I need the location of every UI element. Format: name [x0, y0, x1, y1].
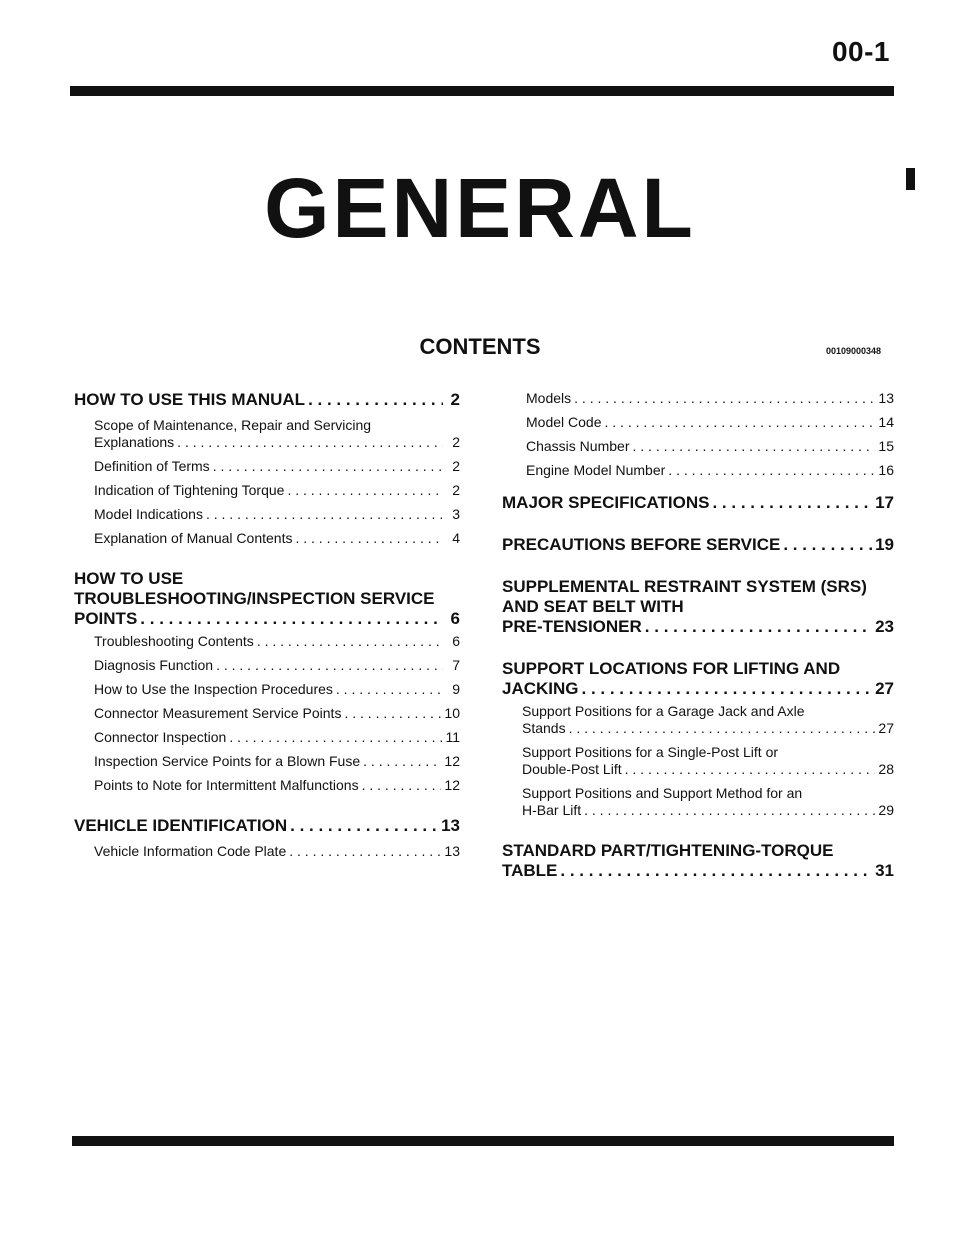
toc-page: 6 [450, 609, 460, 628]
toc-item-label: How to Use the Inspection Procedures [94, 681, 333, 697]
toc-page: 13 [878, 390, 894, 406]
toc-item[interactable] [502, 703, 894, 737]
toc-page: 10 [444, 705, 460, 721]
dot-leader [308, 390, 443, 410]
toc-item-label: Inspection Service Points for a Blown Fuse [94, 753, 361, 769]
toc-section-major-specifications[interactable] [502, 493, 894, 513]
dot-leader [290, 816, 438, 836]
toc-page: 4 [452, 530, 460, 546]
toc-item-label: H-Bar Lift [522, 802, 582, 818]
toc-item[interactable] [502, 744, 894, 778]
toc-item[interactable] [74, 753, 460, 770]
toc-item-label: Diagnosis Function [94, 657, 214, 673]
toc-item-label: Connector Measurement Service Points [94, 705, 342, 721]
toc-section-troubleshooting[interactable] [74, 569, 460, 629]
dot-leader [206, 506, 443, 523]
toc-item-label: Points to Note for Intermittent Malfunctions [94, 777, 359, 793]
dot-leader [295, 530, 443, 547]
toc-page: 27 [875, 679, 894, 698]
dot-leader [584, 802, 875, 819]
toc-page: 23 [875, 617, 894, 636]
toc-item-label: Chassis Number [526, 438, 630, 454]
toc-item-label: Troubleshooting Contents [94, 633, 254, 649]
dot-leader [783, 535, 872, 555]
toc-item[interactable] [502, 438, 894, 455]
toc-section-title: MAJOR SPECIFICATIONS [502, 493, 710, 512]
toc-item[interactable] [74, 506, 460, 523]
dot-leader [216, 657, 443, 674]
toc-section-title-line1: SUPPORT LOCATIONS FOR LIFTING AND [502, 659, 841, 678]
toc-section-title: HOW TO USE THIS MANUAL [74, 390, 306, 409]
dot-leader [569, 720, 876, 737]
toc-item[interactable] [74, 530, 460, 547]
dot-leader [289, 843, 441, 860]
toc-page: 27 [878, 720, 894, 736]
toc-section-title-line2: TROUBLESHOOTING/INSPECTION SERVICE [74, 589, 435, 608]
toc-page: 2 [452, 482, 460, 498]
toc-page: 15 [878, 438, 894, 454]
dot-leader [257, 633, 443, 650]
toc-page: 6 [452, 633, 460, 649]
dot-leader [605, 414, 876, 431]
toc-page: 2 [452, 434, 460, 450]
toc-page: 16 [878, 462, 894, 478]
dot-leader [140, 609, 443, 629]
toc-section-title: PRECAUTIONS BEFORE SERVICE [502, 535, 781, 554]
toc-item[interactable] [74, 482, 460, 499]
toc-section-title-line3: PRE-TENSIONER [502, 617, 642, 636]
dot-leader [229, 729, 442, 746]
dot-leader [363, 753, 441, 770]
toc-item-label: Explanation of Manual Contents [94, 530, 293, 546]
toc-item[interactable] [74, 417, 460, 451]
toc-item[interactable] [502, 414, 894, 431]
toc-section-vehicle-identification[interactable] [74, 816, 460, 836]
toc-page: 28 [878, 761, 894, 777]
dot-leader [560, 861, 872, 881]
toc-page: 2 [450, 390, 460, 409]
dot-leader [632, 438, 875, 455]
toc-item-label: Explanations [94, 434, 175, 450]
toc-section-title-line3: POINTS [74, 609, 138, 628]
dot-leader [213, 458, 443, 475]
toc-item[interactable] [502, 462, 894, 479]
toc-right-column [502, 390, 894, 881]
contents-heading: CONTENTS [419, 334, 541, 359]
toc-item[interactable] [74, 681, 460, 698]
toc-item-label-line1: Support Positions for a Single-Post Lift or [522, 744, 779, 760]
toc-page: 7 [452, 657, 460, 673]
toc-item-label-line1: Support Positions and Support Method for an [522, 785, 803, 801]
toc-item[interactable] [74, 705, 460, 722]
toc-item-label: Model Code [526, 414, 602, 430]
toc-section-title-line2: JACKING [502, 679, 579, 698]
toc-page: 29 [878, 802, 894, 818]
toc-page: 2 [452, 458, 460, 474]
toc-item[interactable] [502, 390, 894, 407]
chapter-title: GENERAL [264, 161, 696, 255]
toc-item[interactable] [74, 633, 460, 650]
dot-leader [344, 705, 441, 722]
toc-page: 3 [452, 506, 460, 522]
toc-item[interactable] [74, 843, 460, 860]
toc-section-title-line2: AND SEAT BELT WITH [502, 597, 684, 616]
toc-section-title-line1: STANDARD PART/TIGHTENING-TORQUE [502, 841, 834, 860]
dot-leader [645, 617, 872, 637]
dot-leader [362, 777, 442, 794]
toc-item-label-line1: Support Positions for a Garage Jack and Axle [522, 703, 805, 719]
dot-leader [625, 761, 876, 778]
toc-item[interactable] [74, 777, 460, 794]
toc-page: 11 [445, 729, 460, 745]
dot-leader [712, 493, 872, 513]
toc-item-label: Stands [522, 720, 566, 736]
toc-item-label: Double-Post Lift [522, 761, 622, 777]
toc-page: 13 [444, 843, 460, 859]
toc-section-title: VEHICLE IDENTIFICATION [74, 816, 288, 835]
toc-page: 31 [875, 861, 894, 880]
toc-item[interactable] [502, 785, 894, 819]
top-rule [70, 86, 894, 96]
toc-page: 17 [875, 493, 894, 512]
toc-page: 19 [875, 535, 894, 554]
toc-item-label: Engine Model Number [526, 462, 666, 478]
toc-item-label: Vehicle Information Code Plate [94, 843, 287, 859]
toc-item[interactable] [74, 458, 460, 475]
toc-left-column [74, 390, 460, 860]
toc-page: 12 [444, 753, 460, 769]
toc-section-title-line1: HOW TO USE [74, 569, 184, 588]
toc-item[interactable] [74, 729, 460, 746]
dot-leader [574, 390, 875, 407]
dot-leader [177, 434, 443, 451]
bottom-rule [72, 1136, 894, 1146]
document-code: 00109000348 [826, 346, 882, 356]
toc-page: 9 [452, 681, 460, 697]
toc-item-label: Models [526, 390, 572, 406]
toc-page: 13 [441, 816, 460, 835]
toc-section-precautions[interactable] [502, 535, 894, 555]
toc-item-label-line1: Scope of Maintenance, Repair and Servicing [94, 417, 372, 433]
dot-leader [336, 681, 443, 698]
toc-section-title-line2: TABLE [502, 861, 558, 880]
toc-section-title-line1: SUPPLEMENTAL RESTRAINT SYSTEM (SRS) [502, 577, 867, 596]
toc-page: 14 [878, 414, 894, 430]
toc-item-label: Definition of Terms [94, 458, 210, 474]
dot-leader [668, 462, 875, 479]
toc-section-srs[interactable] [502, 577, 894, 637]
dot-leader [287, 482, 443, 499]
toc-section-support-locations[interactable] [502, 659, 894, 699]
toc-item-label: Model Indications [94, 506, 203, 522]
toc-item-label: Connector Inspection [94, 729, 227, 745]
toc-section-how-to-use-manual[interactable] [74, 390, 460, 410]
dot-leader [582, 679, 873, 699]
toc-item-label: Indication of Tightening Torque [94, 482, 285, 498]
toc-page: 12 [444, 777, 460, 793]
toc-item[interactable] [74, 657, 460, 674]
page-number: 00-1 [831, 36, 890, 67]
toc-section-standard-torque-table[interactable] [502, 841, 894, 881]
